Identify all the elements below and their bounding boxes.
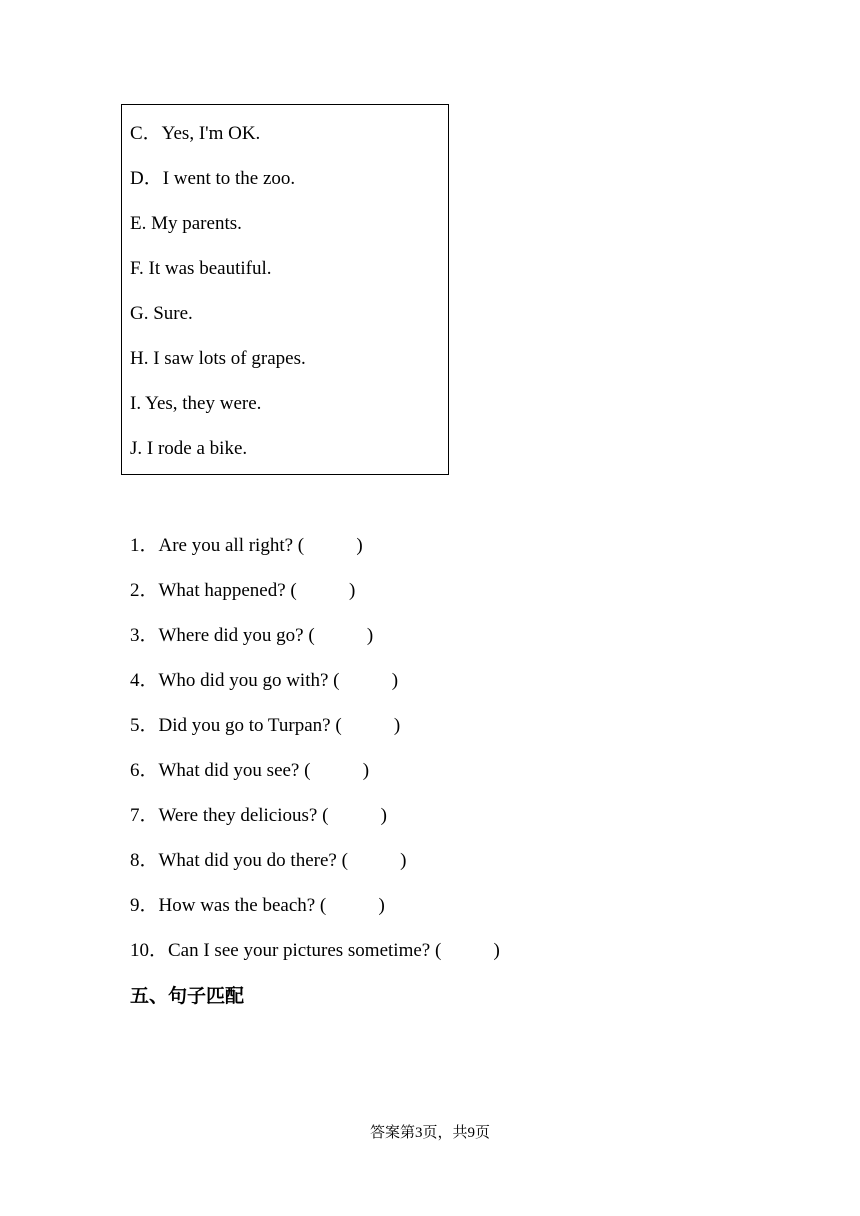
question-1: 1．Are you all right? ( ) (130, 535, 363, 556)
question-8: 8．What did you do there? ( ) (130, 850, 407, 871)
page-footer: 答案第3页，共9页 (369, 1125, 490, 1141)
option-g: G. Sure. (130, 303, 193, 324)
question-5: 5．Did you go to Turpan? ( ) (130, 715, 401, 736)
question-3: 3．Where did you go? ( ) (130, 625, 374, 646)
option-i: I. Yes, they were. (130, 393, 262, 414)
question-10: 10．Can I see your pictures sometime? ( ) (130, 940, 500, 961)
question-9: 9．How was the beach? ( ) (130, 895, 385, 916)
question-6: 6．What did you see? ( ) (130, 760, 370, 781)
question-4: 4．Who did you go with? ( ) (130, 670, 399, 691)
option-c: C．Yes, I'm OK. (130, 123, 261, 144)
option-h: H. I saw lots of grapes. (130, 348, 306, 369)
question-7: 7．Were they delicious? ( ) (130, 805, 388, 826)
option-e: E. My parents. (130, 213, 242, 234)
option-f: F. It was beautiful. (130, 258, 272, 279)
section-title: 五、句子匹配 (130, 985, 245, 1007)
option-d: D．I went to the zoo. (130, 168, 296, 189)
question-2: 2．What happened? ( ) (130, 580, 356, 601)
answer-options-box (121, 104, 449, 475)
option-j: J. I rode a bike. (130, 438, 248, 459)
